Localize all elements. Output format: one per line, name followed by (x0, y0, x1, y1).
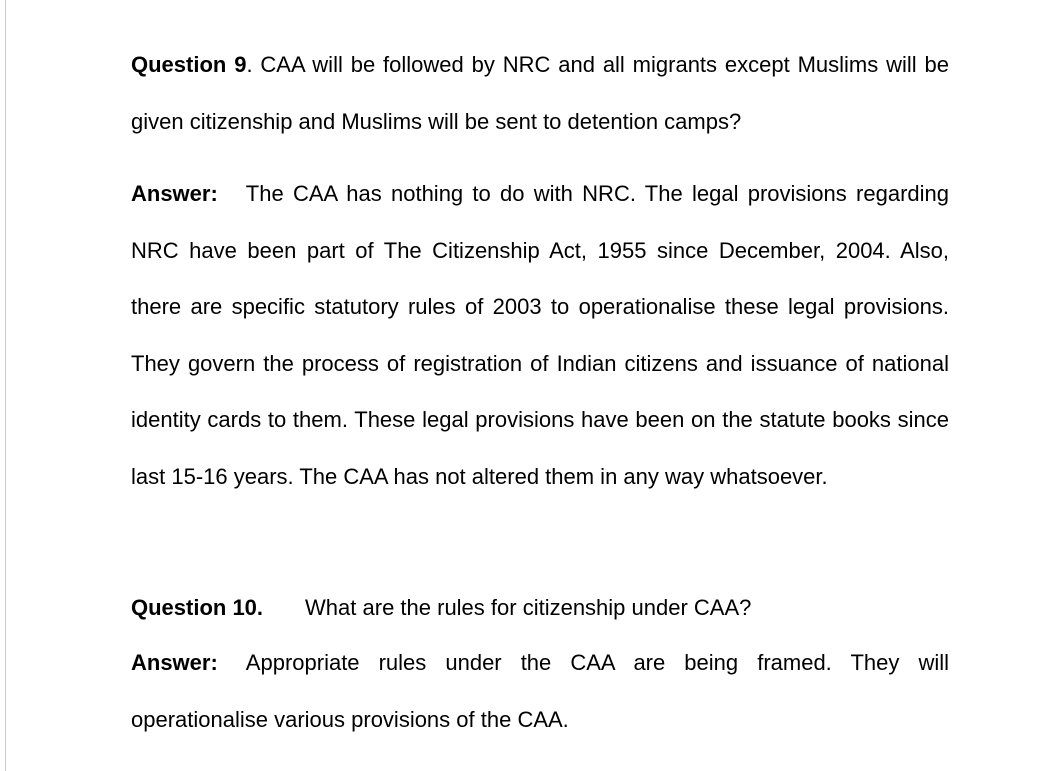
answer-10-text: Appropriate rules under the CAA are being framed. They will operationalise various provisions of the CAA. (131, 650, 949, 732)
answer-9-text: The CAA has nothing to do with NRC. The legal provisions regarding NRC have been part of The Citizenship Act, 1955 since December, 2004. Also, there are specific statutory rules of 2003 to operationalise these legal provisions. They govern the process of registration of Indian citizens and issuance of national identity cards to them. These legal provisions have been on the statute books since last 15-16 years. The CAA has not altered them in any way whatsoever. (131, 181, 949, 489)
answer-10 (131, 635, 949, 748)
question-10-label: Question 10. (131, 595, 264, 620)
question-10-text: What are the rules for citizenship under CAA? (305, 595, 752, 620)
question-9-text: . CAA will be followed by NRC and all migrants except Muslims will be given citizenship and Muslims will be sent to detention camps? (131, 52, 949, 134)
question-9-label: Question 9 (131, 52, 247, 77)
answer-10-label: Answer: (131, 650, 218, 675)
question-9 (131, 37, 949, 150)
answer-9 (131, 166, 949, 505)
answer-9-label: Answer: (131, 181, 218, 206)
question-10 (131, 580, 949, 636)
